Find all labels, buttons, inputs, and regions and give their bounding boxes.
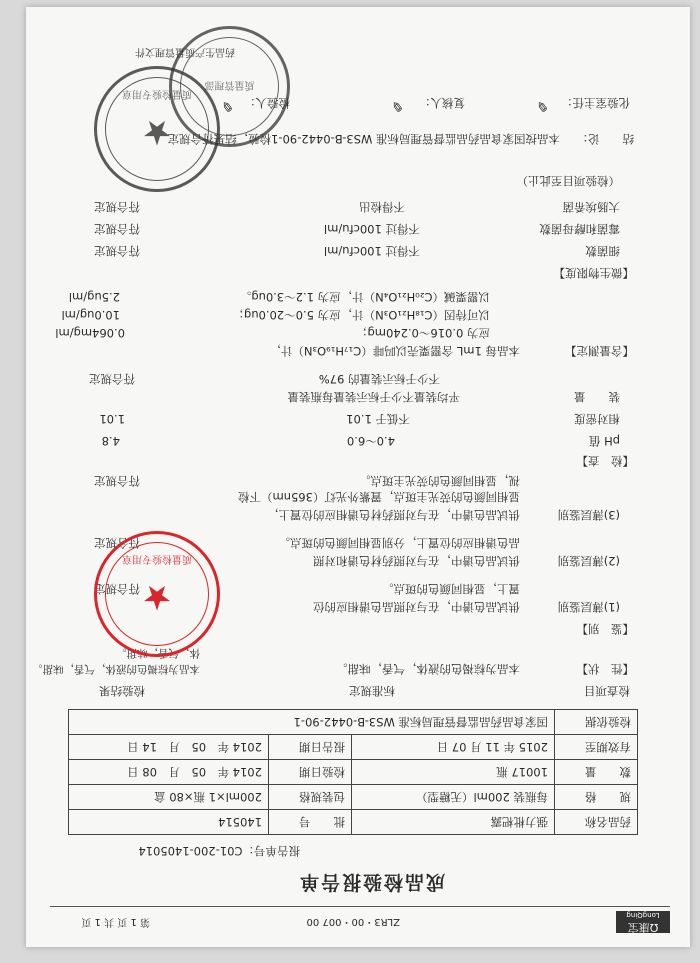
table-cell: 200ml×1 瓶×80 盒 xyxy=(69,785,269,810)
reviewer-label: 复核人： xyxy=(419,96,465,110)
assay-papaverine-result: 2.5ug/ml xyxy=(68,290,120,304)
assay-codeine: 以可待因（C₁₈H₂₁O₃N）计，应为 5.0～20.0ug； xyxy=(232,308,490,322)
density-result: 1.01 xyxy=(99,412,125,426)
table-row xyxy=(69,760,638,785)
identification-3-standard-cont2: 视，显相同颜色的荧光主斑点。 xyxy=(359,474,520,488)
section-heading-appearance: 【性 状】 xyxy=(576,662,634,676)
mold-result: 符合规定 xyxy=(94,222,140,236)
appearance-result-cont: 体，气香，味甜。 xyxy=(116,647,200,659)
reviewer-signature: ✎ xyxy=(392,97,405,115)
ph-standard: 4.0～6.0 xyxy=(346,434,395,448)
table-cell: 有效期至 xyxy=(555,735,638,760)
ecoli-result: 符合规定 xyxy=(94,200,140,214)
header-divider xyxy=(50,906,670,907)
footer-note: 药品生产质量管理文件 xyxy=(135,46,235,57)
identification-1-result: 符合规定 xyxy=(94,582,140,596)
report-number xyxy=(138,843,300,857)
table-cell: 140514 xyxy=(69,810,269,835)
table-cell: 检验依据 xyxy=(555,710,638,735)
identification-3-label: (3)薄层鉴别 xyxy=(557,508,620,522)
document-code: ZLR3・00・007 00 xyxy=(306,916,400,927)
identification-1-standard-cont: 置上，显相同颜色的斑点。 xyxy=(382,582,520,596)
bacteria-result: 符合规定 xyxy=(94,244,140,258)
mold-standard: 不得过 100cfu/ml xyxy=(323,222,420,236)
table-cell: 检验日期 xyxy=(269,760,352,785)
table-row xyxy=(69,810,638,835)
table-cell: 国家食品药品监督管理局标准 WS3-B-0442-90-1 xyxy=(69,710,555,735)
table-cell: 报告日期 xyxy=(269,735,352,760)
table-cell: 包装规格 xyxy=(269,785,352,810)
identification-2-standard: 供试品色谱中，在与对照药材色谱和对照 xyxy=(313,554,520,568)
product-info-table xyxy=(68,709,638,835)
table-row xyxy=(69,735,638,760)
identification-2-label: (2)薄层鉴别 xyxy=(557,554,620,568)
appearance-result: 本品为棕褐色的液体，气香，味甜。 xyxy=(32,663,200,675)
identification-3-result: 符合规定 xyxy=(94,474,140,488)
identification-3-standard: 供试品色谱中，在与对照药材色谱相应的位置上， xyxy=(267,508,520,522)
end-note: （检验项目至此止） xyxy=(516,174,620,188)
seal-star-icon: ★ xyxy=(141,577,173,617)
table-cell: 每瓶装 200ml（无糖型） xyxy=(352,785,555,810)
ph-result: 4.8 xyxy=(101,434,120,448)
black-seal-2 xyxy=(169,26,290,147)
col-header-result: 检验结果 xyxy=(99,684,145,698)
bacteria-standard: 不得过 100cfu/ml xyxy=(323,244,420,258)
paper-sheet xyxy=(26,7,690,947)
bacteria-label: 细菌数 xyxy=(585,244,620,258)
section-heading-inspection: 【检 查】 xyxy=(576,454,634,468)
identification-3-standard-cont: 显相同颜色的荧光主斑点，置紫外光灯（365nm）下检 xyxy=(238,490,520,504)
table-cell: 2014 年 05 月 08 日 xyxy=(69,760,269,785)
report-number-label: 报告单号： xyxy=(242,844,300,858)
logo-text: Ω康宝 xyxy=(627,921,659,934)
fill-volume-label: 装 量 xyxy=(574,390,620,404)
assay-morphine: 本品每 1mL 含罂粟壳以吗啡（C₁₇H₁₉O₃N）计， xyxy=(269,344,520,358)
density-standard: 不低于 1.01 xyxy=(346,412,410,426)
ph-label: pH 值 xyxy=(588,434,620,448)
fill-volume-result: 符合规定 xyxy=(89,372,135,386)
tester-label: 检验人： xyxy=(244,96,290,110)
table-cell: 10017 瓶 xyxy=(352,760,555,785)
seal-text: 质量管理部 xyxy=(204,79,255,90)
conclusion-label: 结 论： xyxy=(576,132,634,146)
section-heading-identification: 【鉴 别】 xyxy=(576,622,634,636)
assay-papaverine: 以罂粟碱（C₂₀H₂₁O₄N）计，应为 1.2～3.0ug。 xyxy=(239,290,490,304)
ecoli-label: 大肠埃希菌 xyxy=(562,200,620,214)
conclusion-text: 本品按国家食品药品监督管理局标准 WS3-B-0442-90-1检验，结果符合规定 xyxy=(167,132,560,146)
assay-morphine-range: 应为 0.016～0.240mg； xyxy=(355,326,490,340)
page-indicator: 第 1 页 共 1 页 xyxy=(81,916,150,927)
seal-text: 质量检验专用章 xyxy=(122,553,192,564)
table-row xyxy=(69,710,638,735)
density-label: 相对密度 xyxy=(574,412,620,426)
red-official-seal xyxy=(94,531,220,657)
fill-volume-standard: 平均装量不少于标示装量每瓶装量 xyxy=(287,390,460,404)
table-row xyxy=(69,785,638,810)
identification-1-label: (1)薄层鉴别 xyxy=(557,600,620,614)
identification-1-standard: 供试品色谱中，在与对照品色谱相应的位 xyxy=(313,600,520,614)
assay-morphine-result: 0.064mg/ml xyxy=(55,326,125,340)
fill-volume-standard-cont: 不少于标示装量的 97% xyxy=(318,372,440,386)
appearance-standard: 本品为棕褐色的液体，气香，味甜。 xyxy=(336,662,520,676)
identification-2-standard-cont: 品色谱相应的位置上，分别显相同颜色的斑点。 xyxy=(278,536,520,550)
logo-subtext: LongQing xyxy=(626,911,660,919)
table-cell: 2014 年 05 月 14 日 xyxy=(69,735,269,760)
assay-codeine-result: 10.0ug/ml xyxy=(61,308,120,322)
chief-signature: ✎ xyxy=(537,97,550,115)
ecoli-standard: 不得检出 xyxy=(359,200,405,214)
table-cell: 2015 年 11 月 07 日 xyxy=(352,735,555,760)
tester-signature: ✎ xyxy=(222,97,235,115)
table-cell: 药品名称 xyxy=(555,810,638,835)
chief-label: 化验室主任： xyxy=(561,96,630,110)
identification-2-result: 符合规定 xyxy=(94,536,140,550)
report-number-value: C01-200-1405014 xyxy=(138,844,243,858)
col-header-standard: 标准规定 xyxy=(349,684,395,698)
seal-text: 质量检验专用章 xyxy=(122,88,192,99)
mold-label: 霉菌和酵母菌数 xyxy=(539,222,620,236)
table-cell: 强力枇杷露 xyxy=(352,810,555,835)
section-heading-microbial: 【微生物限度】 xyxy=(553,266,634,280)
report-title: 成品检验报告单 xyxy=(297,871,445,893)
company-logo xyxy=(616,911,670,933)
table-cell: 批 号 xyxy=(269,810,352,835)
table-cell: 数 量 xyxy=(555,760,638,785)
section-heading-assay: 【含量测定】 xyxy=(565,344,634,358)
col-header-item: 检查项目 xyxy=(584,684,630,698)
table-cell: 规 格 xyxy=(555,785,638,810)
seal-star-icon: ★ xyxy=(141,112,173,152)
